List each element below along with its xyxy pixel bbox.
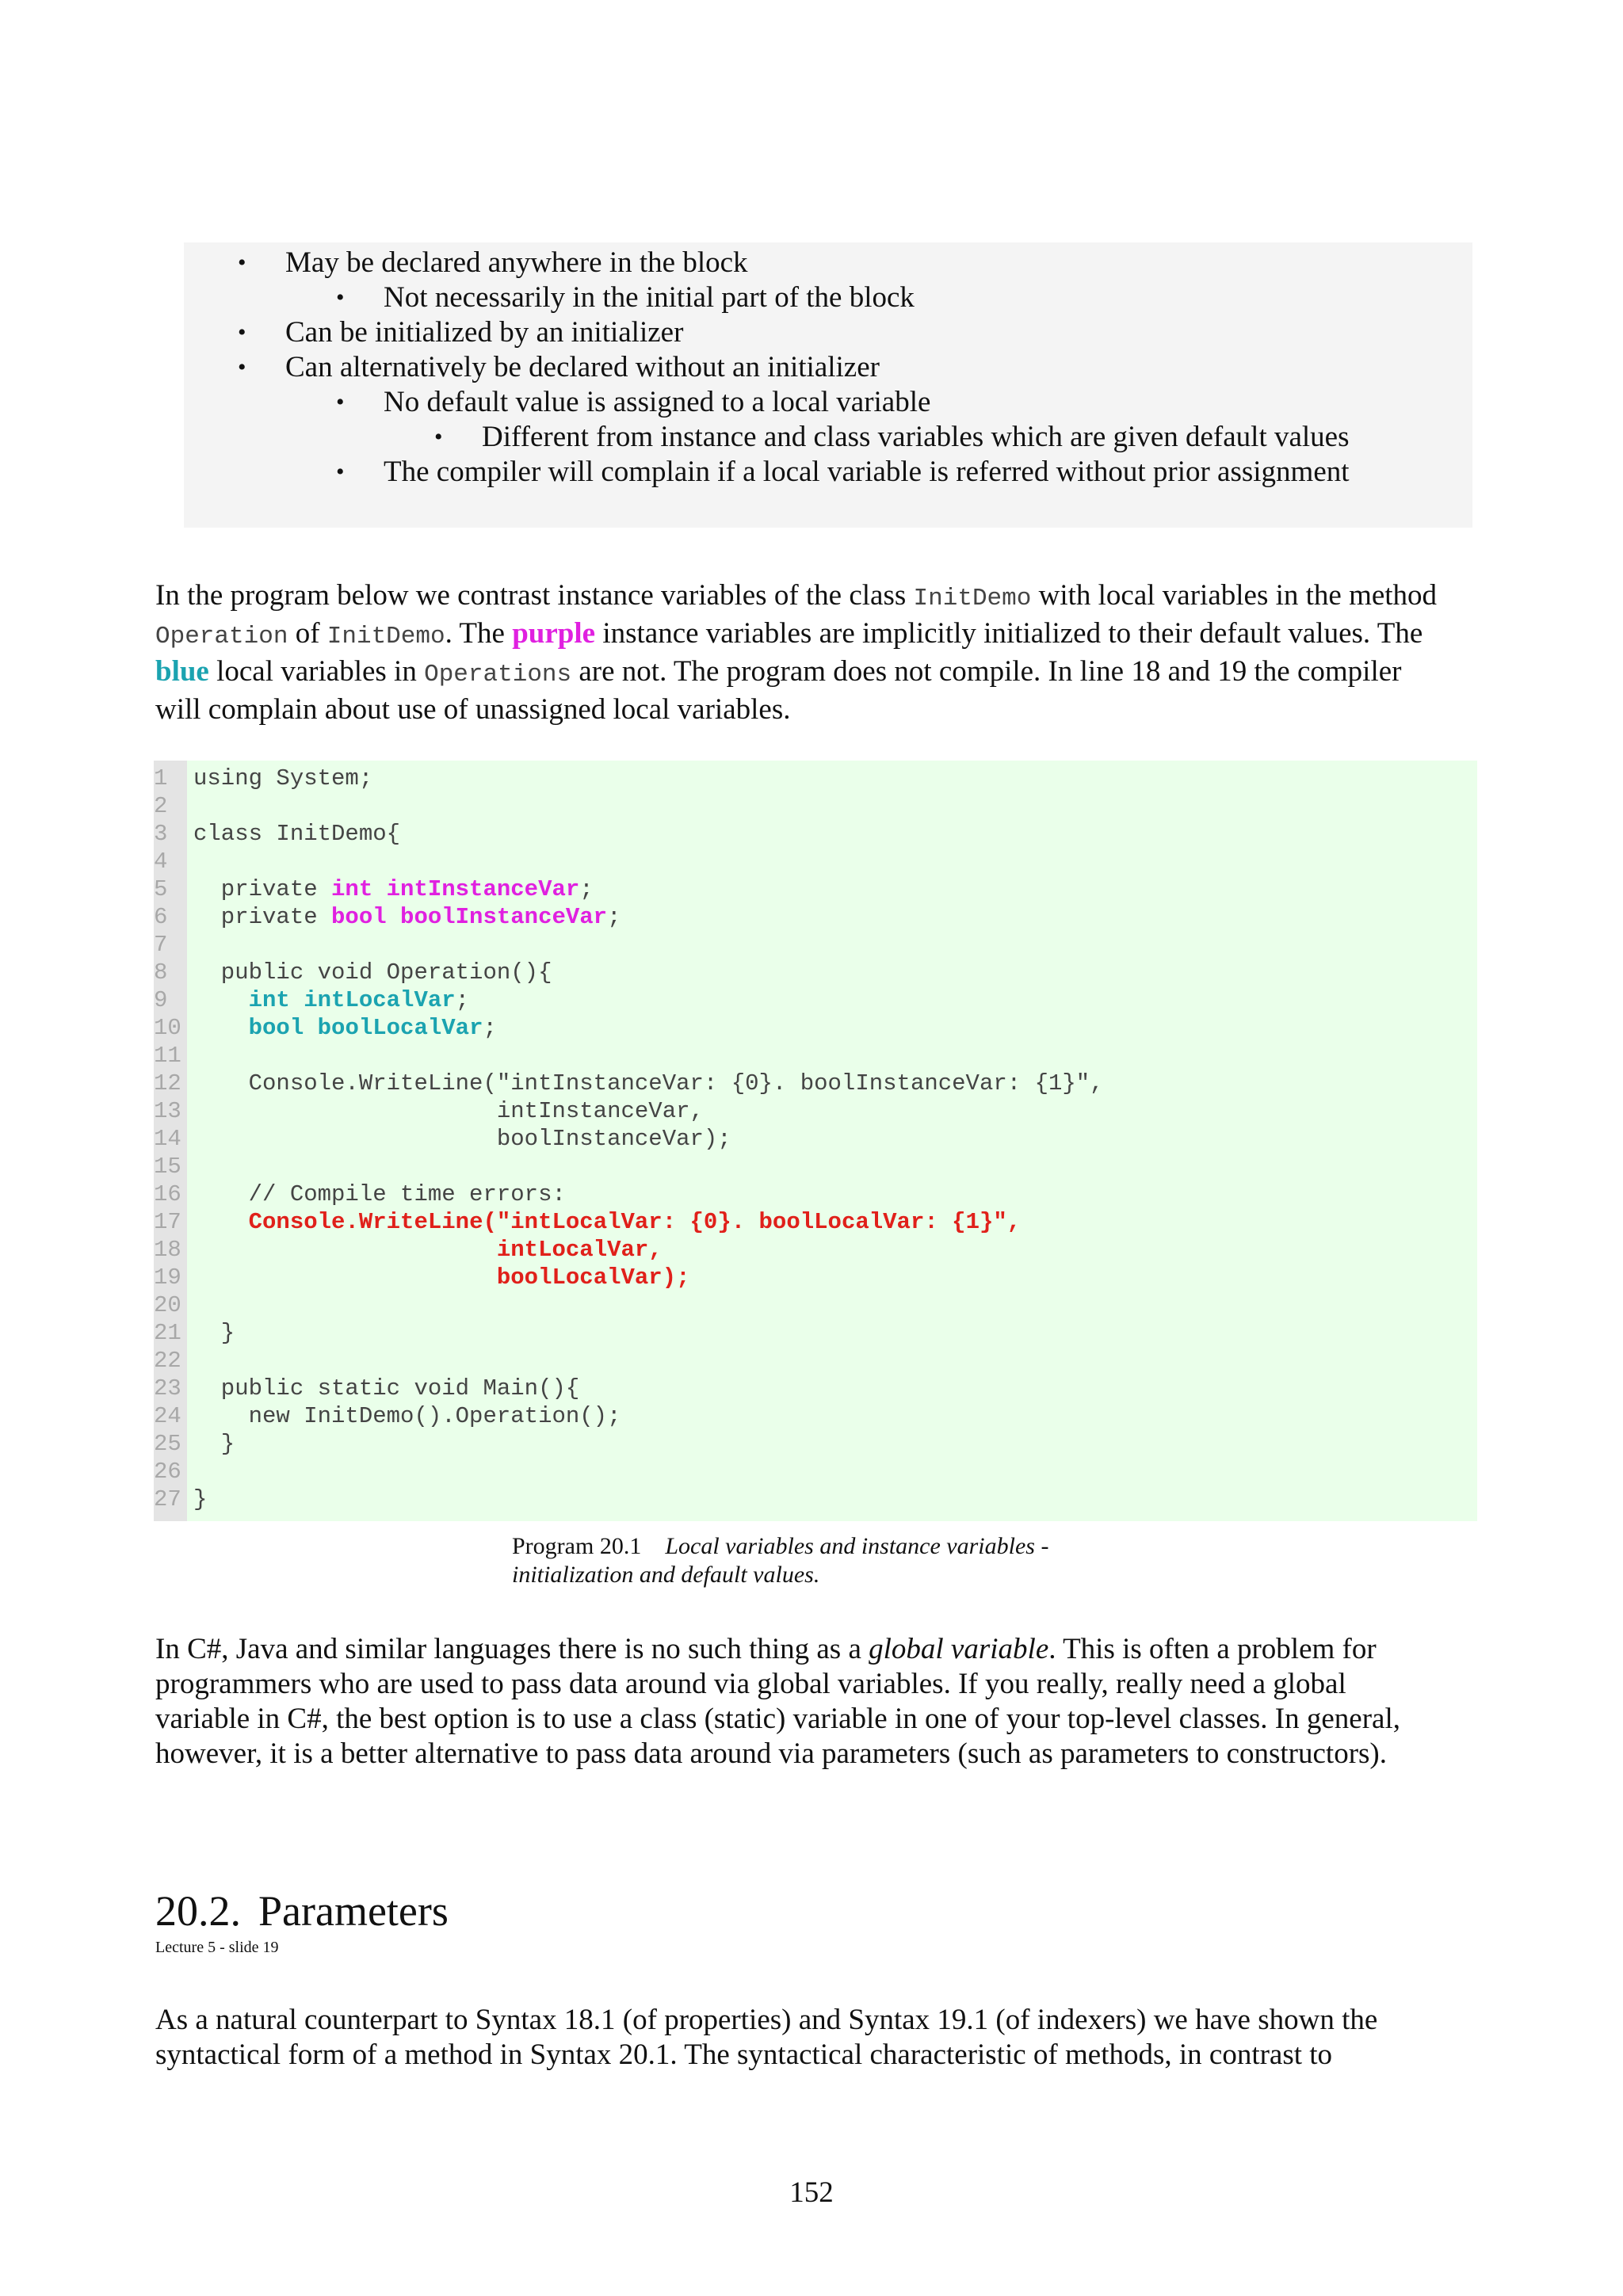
inline-code: InitDemo bbox=[913, 585, 1032, 612]
text-span: local variables in bbox=[208, 655, 425, 688]
caption-text: initialization and default values. bbox=[512, 1562, 820, 1588]
code-token: } bbox=[193, 1431, 235, 1457]
code-token bbox=[193, 1209, 249, 1235]
code-line bbox=[154, 1236, 1477, 1264]
code-line bbox=[154, 1402, 1477, 1430]
bullet-text: Can alternatively be declared without an initializer bbox=[285, 351, 880, 383]
code-line bbox=[154, 1153, 1477, 1180]
code-token: public static void Main(){ bbox=[193, 1375, 580, 1402]
bullet-icon: • bbox=[238, 319, 246, 345]
text-span: In C#, Java and similar languages there is no such thing as a bbox=[155, 1633, 869, 1665]
text-span: . This is often a problem for bbox=[1048, 1633, 1377, 1665]
text-span: . The bbox=[445, 617, 513, 650]
code-token: public void Operation(){ bbox=[193, 959, 552, 986]
code-line bbox=[154, 1264, 1477, 1291]
caption-line bbox=[512, 1532, 1048, 1561]
text-line bbox=[155, 578, 1471, 616]
code-line bbox=[154, 1014, 1477, 1042]
code-text bbox=[193, 1208, 1021, 1236]
line-number: 18 bbox=[154, 1237, 181, 1263]
inline-code: InitDemo bbox=[327, 623, 445, 650]
text-span: In the program below we contrast instance variables of the class bbox=[155, 579, 914, 612]
line-number: 23 bbox=[154, 1375, 181, 1402]
line-number: 19 bbox=[154, 1264, 181, 1291]
code-token: ; bbox=[607, 904, 621, 930]
code-text bbox=[193, 1430, 235, 1458]
line-number: 4 bbox=[154, 849, 168, 875]
text-line: however, it is a better alternative to pass data around via parameters (such as parameters to constructors). bbox=[155, 1737, 1387, 1770]
line-number: 15 bbox=[154, 1154, 181, 1180]
code-token: class InitDemo{ bbox=[193, 821, 401, 847]
line-number: 14 bbox=[154, 1126, 181, 1152]
code-text bbox=[193, 903, 621, 931]
highlighted-code: bool boolInstanceVar bbox=[331, 904, 608, 930]
bullet-text: Not necessarily in the initial part of the block bbox=[384, 281, 915, 314]
code-text bbox=[193, 1097, 704, 1125]
code-line bbox=[154, 1180, 1477, 1208]
code-text bbox=[193, 1070, 1104, 1097]
code-line bbox=[154, 931, 1477, 959]
bullet-text: Different from instance and class variables which are given default values bbox=[482, 421, 1350, 453]
text-line: variable in C#, the best option is to use a class (static) variable in one of your top-level classes. In general, bbox=[155, 1703, 1401, 1735]
text-span: instance variables are implicitly initialized to their default values. The bbox=[595, 617, 1423, 650]
line-number: 22 bbox=[154, 1348, 181, 1374]
bullet-icon: • bbox=[336, 389, 345, 415]
bullet-icon: • bbox=[336, 459, 345, 485]
slide-reference: Lecture 5 - slide 19 bbox=[155, 1939, 279, 1956]
text-line: will complain about use of unassigned local variables. bbox=[155, 693, 791, 726]
line-number: 11 bbox=[154, 1043, 181, 1069]
code-text bbox=[193, 875, 594, 903]
line-number: 17 bbox=[154, 1209, 181, 1235]
code-line bbox=[154, 1070, 1477, 1097]
line-number: 9 bbox=[154, 987, 168, 1013]
line-number: 13 bbox=[154, 1098, 181, 1124]
bullet-icon: • bbox=[238, 250, 246, 276]
code-token: Console.WriteLine("intInstanceVar: {0}. boolInstanceVar: {1}", bbox=[193, 1070, 1104, 1097]
code-line bbox=[154, 1458, 1477, 1486]
line-number: 16 bbox=[154, 1181, 181, 1207]
line-number: 25 bbox=[154, 1431, 181, 1457]
highlighted-code: int intInstanceVar bbox=[331, 876, 580, 902]
code-token bbox=[193, 1237, 497, 1263]
inline-code: Operation bbox=[155, 623, 288, 650]
code-line bbox=[154, 903, 1477, 931]
text-line bbox=[155, 616, 1471, 654]
code-token: ; bbox=[483, 1015, 497, 1041]
highlighted-code: bool boolLocalVar bbox=[248, 1015, 483, 1041]
text-line: As a natural counterpart to Syntax 18.1 (of properties) and Syntax 19.1 (of indexers) we have shown the bbox=[155, 2004, 1378, 2036]
code-token: new InitDemo().Operation(); bbox=[193, 1403, 621, 1429]
code-text bbox=[193, 1319, 235, 1347]
code-line bbox=[154, 1042, 1477, 1070]
highlighted-code: Console.WriteLine("intLocalVar: {0}. boolLocalVar: {1}", bbox=[248, 1209, 1022, 1235]
caption-text: Local variables and instance variables - bbox=[665, 1533, 1049, 1559]
text-line bbox=[155, 1632, 1471, 1667]
line-number: 5 bbox=[154, 876, 168, 902]
code-line bbox=[154, 875, 1477, 903]
code-token: intInstanceVar, bbox=[193, 1098, 704, 1124]
highlighted-code: intLocalVar, bbox=[496, 1237, 663, 1263]
code-text bbox=[193, 1375, 579, 1402]
text-line: programmers who are used to pass data around via global variables. If you really, really need a global bbox=[155, 1668, 1346, 1700]
code-text bbox=[193, 1264, 690, 1291]
highlighted-code: int intLocalVar bbox=[248, 987, 456, 1013]
code-line bbox=[154, 1375, 1477, 1402]
page-number: 152 bbox=[789, 2176, 834, 2209]
line-number: 8 bbox=[154, 959, 168, 986]
bullet-icon: • bbox=[336, 284, 345, 311]
bullet-text: No default value is assigned to a local variable bbox=[384, 386, 931, 418]
code-token: boolInstanceVar); bbox=[193, 1126, 731, 1152]
summary-bullet bbox=[336, 385, 931, 420]
line-number: 6 bbox=[154, 904, 168, 930]
line-number: 7 bbox=[154, 932, 168, 958]
bullet-text: The compiler will complain if a local variable is referred without prior assignment bbox=[384, 456, 1350, 488]
text-line bbox=[155, 654, 1471, 692]
code-text bbox=[193, 1014, 497, 1042]
program-caption bbox=[512, 1532, 1048, 1589]
code-text bbox=[193, 1402, 621, 1430]
code-token: // Compile time errors: bbox=[193, 1181, 566, 1207]
line-number: 1 bbox=[154, 765, 168, 791]
code-line bbox=[154, 848, 1477, 875]
intro-paragraph bbox=[155, 578, 1471, 727]
text-span: of bbox=[288, 617, 327, 650]
line-number: 10 bbox=[154, 1015, 181, 1041]
code-text bbox=[193, 1180, 566, 1208]
code-line bbox=[154, 1291, 1477, 1319]
code-listing bbox=[154, 761, 1477, 1521]
code-line bbox=[154, 959, 1477, 986]
code-token: private bbox=[193, 876, 332, 902]
code-line bbox=[154, 1208, 1477, 1236]
summary-bullet bbox=[434, 420, 1350, 455]
line-number: 24 bbox=[154, 1403, 181, 1429]
code-token: } bbox=[193, 1320, 235, 1346]
text-line: syntactical form of a method in Syntax 20.1. The syntactical characteristic of methods, in contrast to bbox=[155, 2039, 1333, 2071]
summary-bullet bbox=[336, 455, 1350, 490]
code-line bbox=[154, 1486, 1477, 1513]
line-number: 26 bbox=[154, 1459, 181, 1485]
section-heading bbox=[155, 1886, 449, 1936]
global-variable-paragraph bbox=[155, 1632, 1471, 1772]
summary-box bbox=[184, 242, 1472, 528]
code-token: ; bbox=[455, 987, 470, 1013]
line-number: 3 bbox=[154, 821, 168, 847]
bullet-icon: • bbox=[238, 354, 246, 380]
code-token: using System; bbox=[193, 765, 373, 791]
code-text bbox=[193, 959, 552, 986]
code-line bbox=[154, 1097, 1477, 1125]
summary-bullet bbox=[238, 315, 684, 350]
code-line bbox=[154, 820, 1477, 848]
section-title: Parameters bbox=[258, 1887, 449, 1935]
text-span: are not. The program does not compile. In line 18 and 19 the compiler bbox=[571, 655, 1402, 688]
bullet-icon: • bbox=[434, 424, 443, 450]
code-line bbox=[154, 765, 1477, 792]
text-span: with local variables in the method bbox=[1031, 579, 1438, 612]
blue-keyword: blue bbox=[155, 655, 209, 688]
code-token: } bbox=[193, 1486, 208, 1512]
code-text bbox=[193, 820, 400, 848]
line-number: 12 bbox=[154, 1070, 181, 1097]
code-text bbox=[193, 1125, 731, 1153]
line-number: 2 bbox=[154, 793, 168, 819]
code-token bbox=[193, 1264, 497, 1291]
code-line bbox=[154, 1319, 1477, 1347]
emphasis: global variable bbox=[869, 1633, 1049, 1665]
code-line bbox=[154, 986, 1477, 1014]
inline-code: Operations bbox=[424, 661, 572, 688]
line-number: 20 bbox=[154, 1292, 181, 1318]
summary-bullet bbox=[238, 350, 880, 385]
summary-bullet bbox=[336, 280, 915, 315]
code-token: private bbox=[193, 904, 332, 930]
code-line bbox=[154, 1347, 1477, 1375]
code-line bbox=[154, 1125, 1477, 1153]
code-line bbox=[154, 792, 1477, 820]
bullet-text: Can be initialized by an initializer bbox=[285, 316, 684, 349]
code-text bbox=[193, 1486, 207, 1513]
summary-bullet bbox=[238, 246, 748, 280]
code-text bbox=[193, 986, 469, 1014]
code-token: ; bbox=[579, 876, 594, 902]
bullet-text: May be declared anywhere in the block bbox=[285, 246, 748, 279]
code-token bbox=[193, 1015, 249, 1041]
highlighted-code: boolLocalVar); bbox=[496, 1264, 690, 1291]
caption-label: Program 20.1 bbox=[512, 1533, 642, 1559]
purple-keyword: purple bbox=[512, 617, 596, 650]
code-text bbox=[193, 1236, 663, 1264]
code-line bbox=[154, 1430, 1477, 1458]
line-number: 21 bbox=[154, 1320, 181, 1346]
line-number: 27 bbox=[154, 1486, 181, 1512]
code-text bbox=[193, 765, 372, 792]
code-token bbox=[193, 987, 249, 1013]
parameters-paragraph bbox=[155, 2003, 1471, 2073]
section-number: 20.2. bbox=[155, 1887, 241, 1935]
